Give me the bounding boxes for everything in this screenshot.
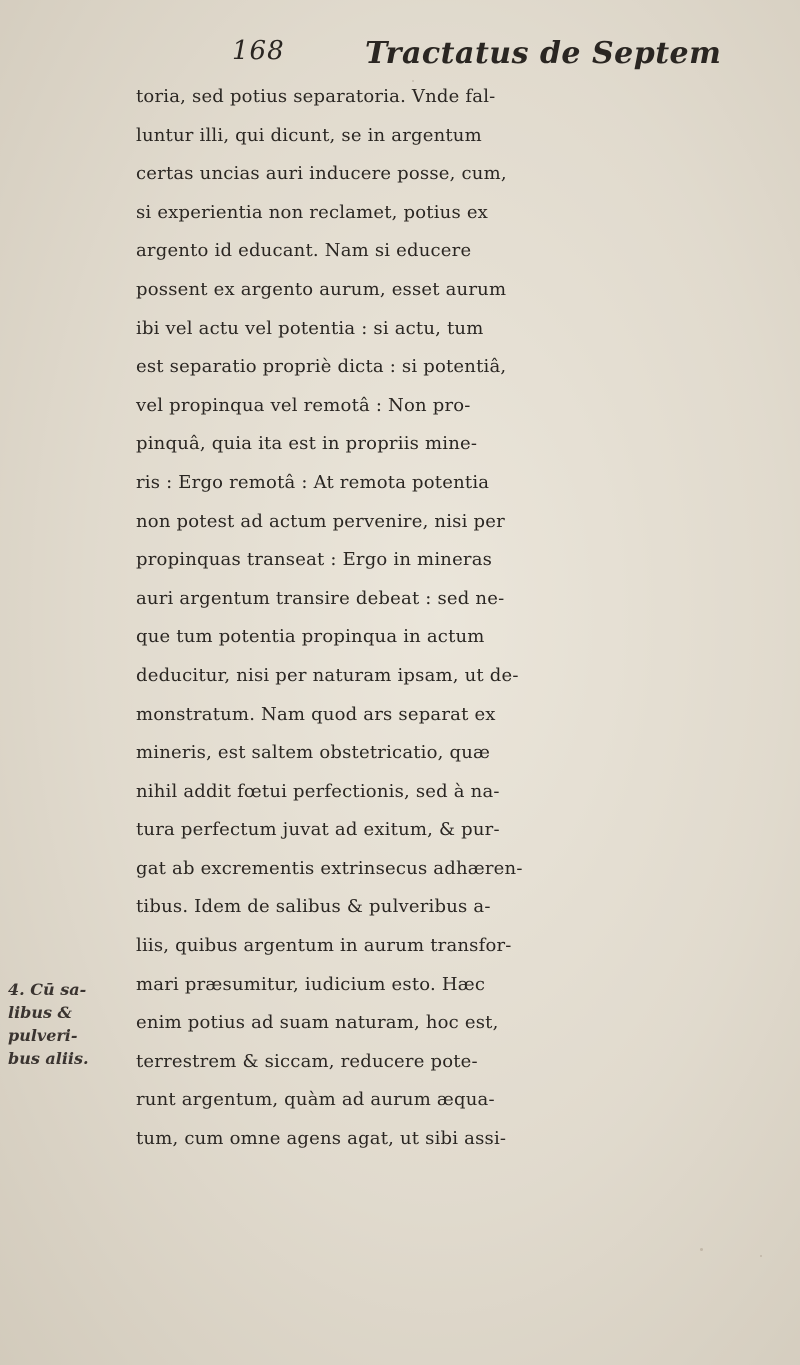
text-line: auri argentum transire debeat : sed ne- bbox=[136, 587, 505, 609]
marginal-note-line: bus aliis. bbox=[8, 1049, 89, 1068]
text-line: ris : Ergo remotâ : At remota potentia bbox=[136, 471, 490, 493]
text-line: toria, sed potius separatoria. Vnde fal- bbox=[136, 86, 496, 107]
text-line: liis, quibus argentum in aurum transfor- bbox=[136, 935, 512, 957]
page-header bbox=[0, 36, 800, 76]
text-line: certas uncias auri inducere posse, cum, bbox=[136, 163, 507, 185]
text-line: luntur illi, qui dicunt, se in argentum bbox=[136, 124, 482, 146]
text-line: nihil addit fœtui perfectionis, sed à na- bbox=[136, 780, 500, 802]
text-line: propinquas transeat : Ergo in mineras bbox=[136, 549, 493, 571]
text-line: possent ex argento aurum, esset aurum bbox=[136, 278, 507, 300]
text-line: vel propinqua vel remotâ : Non pro- bbox=[136, 394, 471, 416]
text-line: est separatio propriè dicta : si potentiâ, bbox=[136, 356, 507, 378]
marginal-note-line: libus & bbox=[8, 1003, 72, 1022]
marginal-note-line: 4. Cū sa- bbox=[8, 980, 87, 999]
text-line: monstratum. Nam quod ars separat ex bbox=[136, 703, 496, 725]
text-line: que tum potentia propinqua in actum bbox=[136, 626, 485, 648]
text-line: runt argentum, quàm ad aurum æqua- bbox=[136, 1089, 495, 1111]
text-line: ibi vel actu vel potentia : si actu, tum bbox=[136, 317, 484, 339]
text-line: non potest ad actum pervenire, nisi per bbox=[136, 510, 505, 532]
text-line: tum, cum omne agens agat, ut sibi assi- bbox=[136, 1128, 507, 1150]
running-title: Tractatus de Septem bbox=[365, 36, 722, 71]
text-line: gat ab excrementis extrinsecus adhæren- bbox=[136, 857, 523, 879]
text-line: deducitur, nisi per naturam ipsam, ut de- bbox=[136, 664, 519, 686]
body-text bbox=[136, 78, 796, 1159]
paper-speck bbox=[760, 1255, 762, 1257]
text-line: enim potius ad suam naturam, hoc est, bbox=[136, 1012, 499, 1034]
marginal-note-line: pulveri- bbox=[8, 1026, 78, 1045]
text-line: mineris, est saltem obstetricatio, quæ bbox=[136, 742, 491, 764]
marginal-note bbox=[8, 978, 108, 1070]
text-line: tibus. Idem de salibus & pulveribus a- bbox=[136, 896, 491, 918]
text-line: pinquâ, quia ita est in propriis mine- bbox=[136, 433, 478, 455]
text-line: mari præsumitur, iudicium esto. Hæc bbox=[136, 973, 486, 995]
text-line: tura perfectum juvat ad exitum, & pur- bbox=[136, 819, 500, 841]
paper-speck bbox=[700, 1248, 703, 1251]
text-line: terrestrem & siccam, reducere pote- bbox=[136, 1050, 478, 1072]
text-line: argento id educant. Nam si educere bbox=[136, 240, 472, 262]
page-number: 168 bbox=[232, 36, 285, 66]
text-line: si experientia non reclamet, potius ex bbox=[136, 201, 489, 223]
